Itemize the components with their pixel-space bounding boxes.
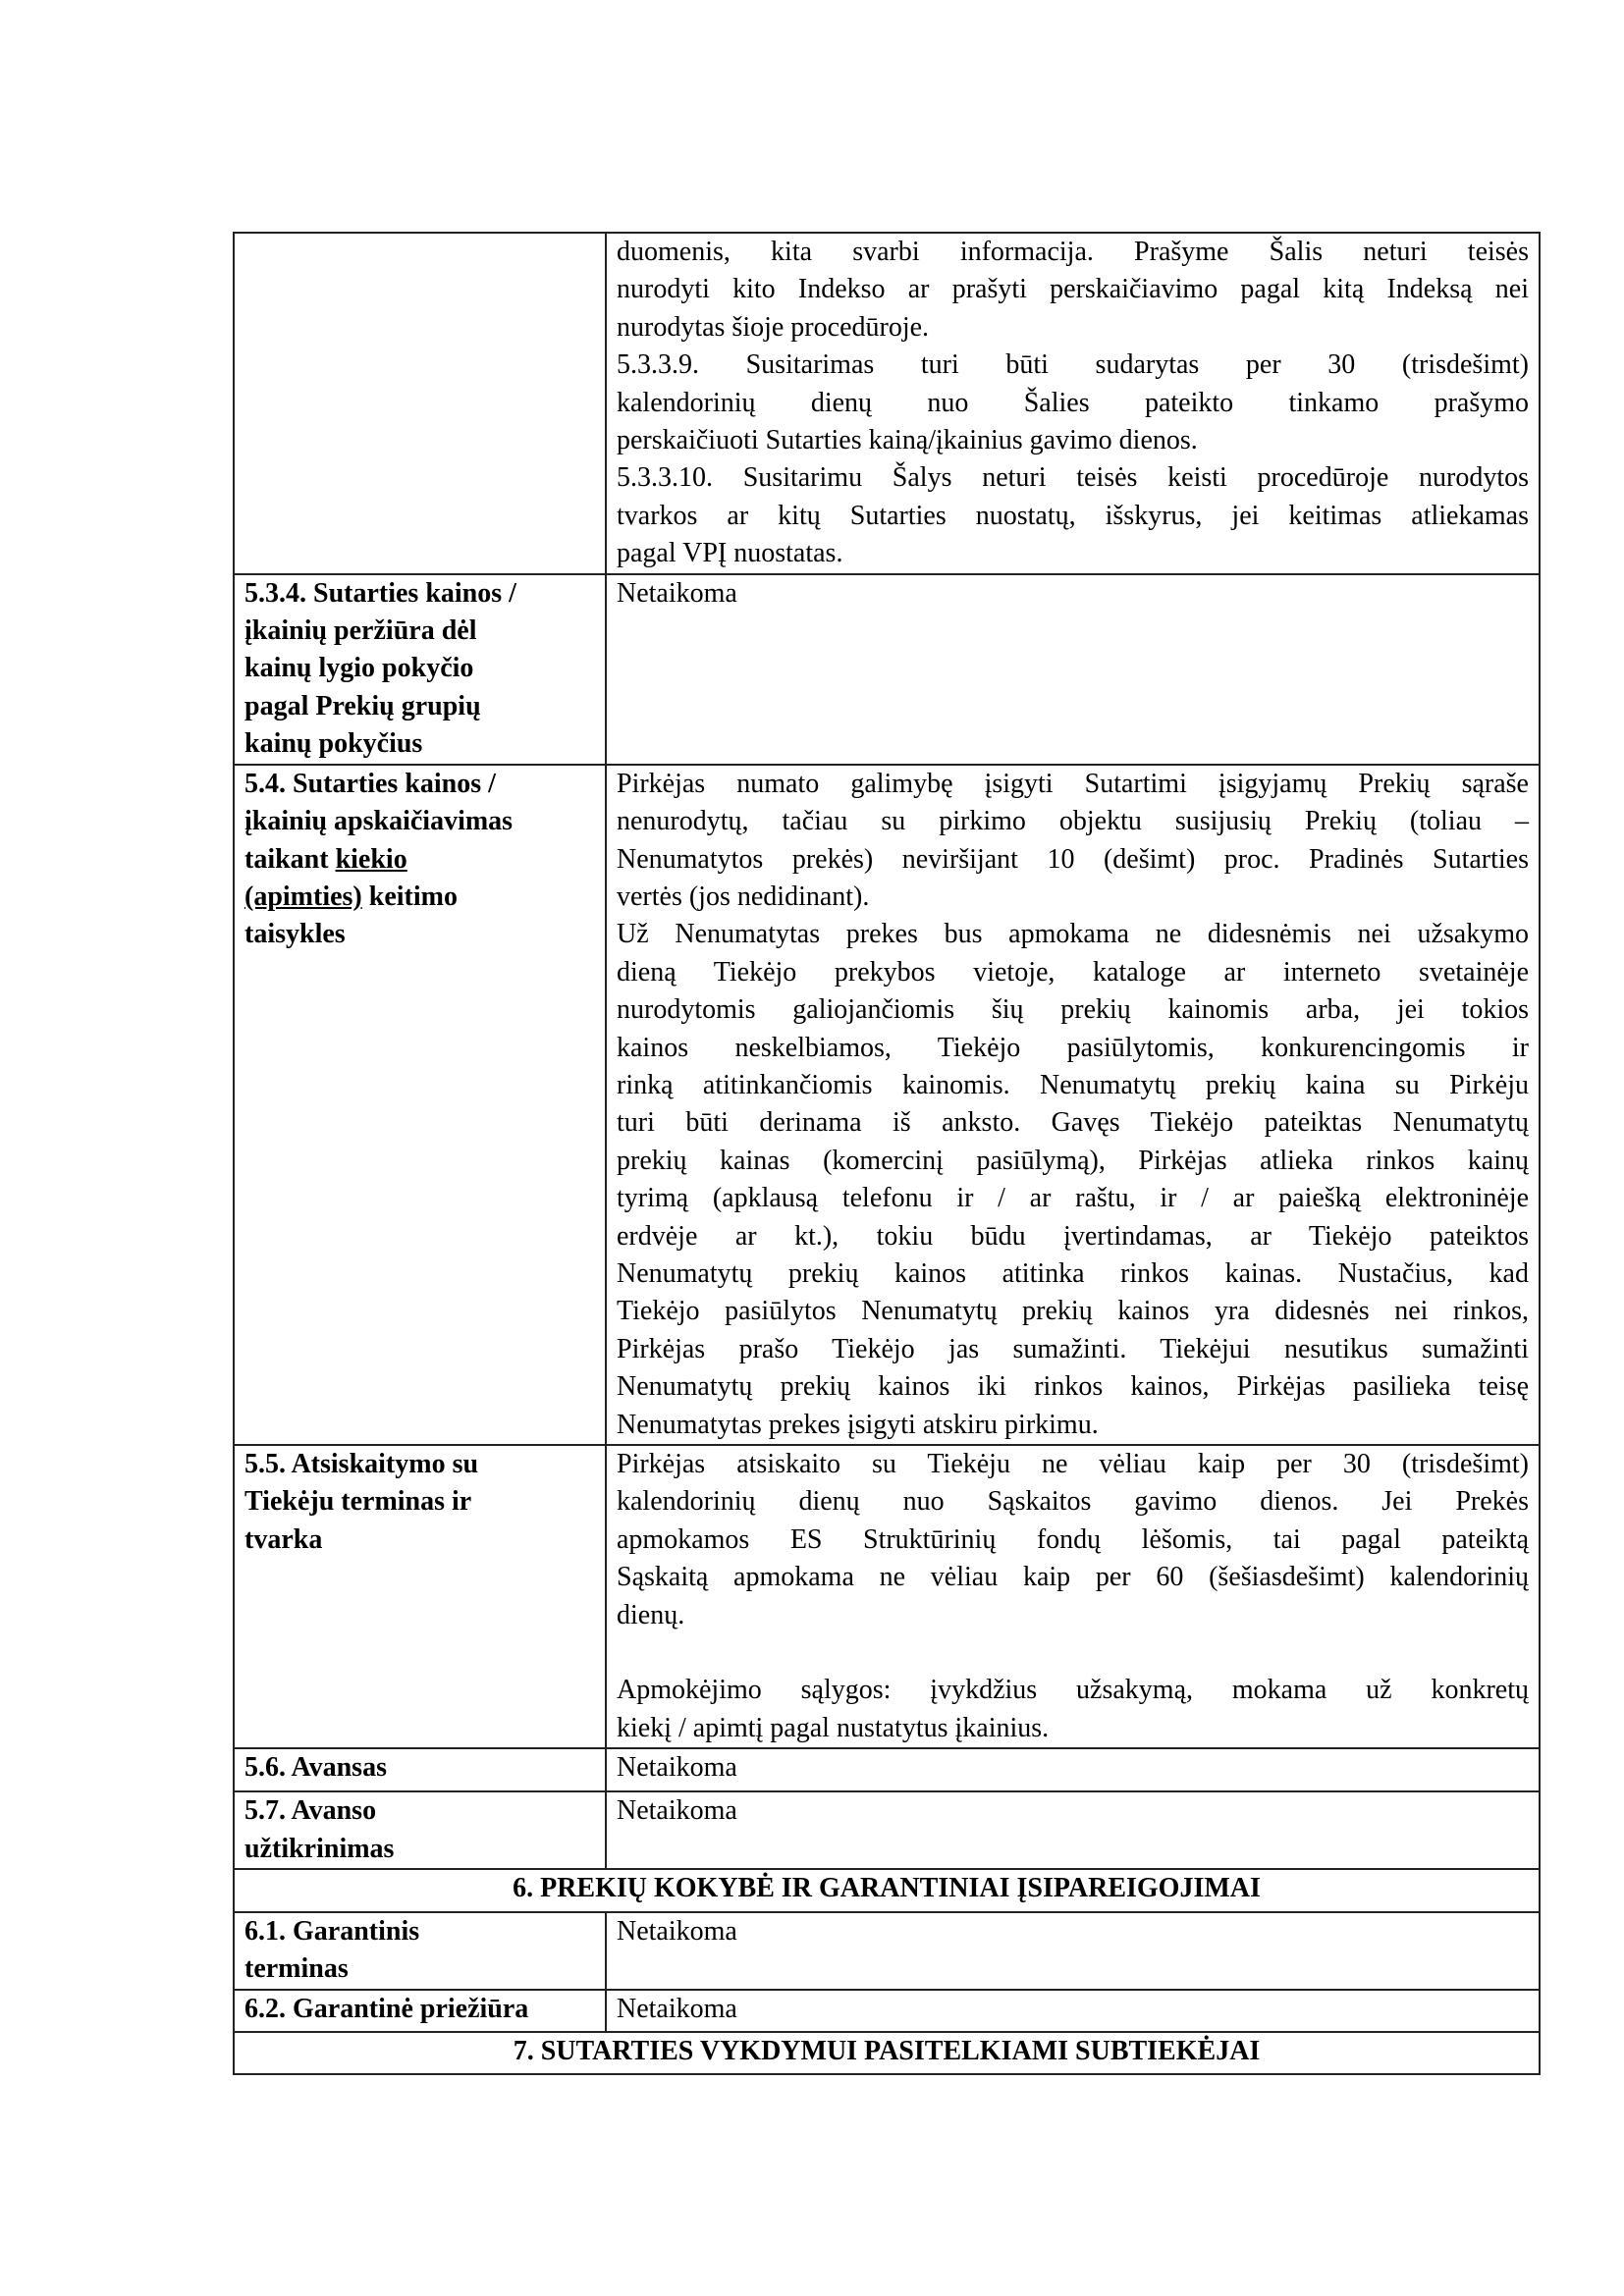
text-line: Netaikoma bbox=[617, 1795, 737, 1827]
label-line: 5.5. Atsiskaitymo su bbox=[244, 1449, 479, 1479]
label-line bbox=[244, 879, 595, 916]
text-line: Pirkėjas numato galimybę įsigyti Sutartimi įsigyjamų Prekių sąraše bbox=[617, 768, 1529, 799]
table-row bbox=[234, 1990, 1540, 2032]
row-label bbox=[234, 765, 606, 1445]
text-line: kalendorinių dienų nuo Šalies pateikto tinkamo prašymo bbox=[617, 387, 1529, 418]
row-label bbox=[234, 1445, 606, 1748]
label-text: taikant bbox=[244, 843, 336, 875]
section-header: 6. PREKIŲ KOKYBĖ IR GARANTINIAI ĮSIPAREIGOJIMAI bbox=[234, 1869, 1540, 1912]
text-line: nurodytomis galiojančiomis šių prekių kainomis arba, jei tokios bbox=[617, 994, 1529, 1026]
table-row bbox=[234, 574, 1540, 765]
label-line: kainų pokyčius bbox=[244, 728, 423, 760]
text-line: 5.3.3.10. Susitarimu Šalys neturi teisės keisti procedūroje nurodytos bbox=[617, 462, 1529, 494]
row-content bbox=[606, 574, 1540, 765]
table-row bbox=[234, 1912, 1540, 1990]
row-content bbox=[606, 1445, 1540, 1748]
label-line: Tiekėju terminas ir bbox=[244, 1486, 472, 1518]
text-line: Pirkėjas atsiskaito su Tiekėju ne vėliau kaip per 30 (trisdešimt) bbox=[617, 1449, 1529, 1479]
label-underlined-text: (apimties) bbox=[244, 881, 362, 912]
label-line: terminas bbox=[244, 1953, 349, 1985]
text-line: Netaikoma bbox=[617, 1916, 737, 1948]
row-label bbox=[234, 233, 606, 574]
section-header-row bbox=[234, 2032, 1540, 2074]
text-line: nenurodytų, tačiau su pirkimo objektu susijusių Prekių (toliau – bbox=[617, 806, 1529, 837]
row-content bbox=[606, 1990, 1540, 2032]
text-line: tyrimą (apklausą telefonu ir / ar raštu, ir / ar paiešką elektroninėje bbox=[617, 1183, 1529, 1214]
label-line: 5.6. Avansas bbox=[244, 1752, 387, 1784]
table-row bbox=[234, 765, 1540, 1445]
label-line: užtikrinimas bbox=[244, 1833, 395, 1864]
text-line: tvarkos ar kitų Sutarties nuostatų, išskyrus, jei keitimas atliekamas bbox=[617, 500, 1529, 531]
label-line: 5.3.4. Sutarties kainos / bbox=[244, 577, 516, 609]
label-line: 5.4. Sutarties kainos / bbox=[244, 768, 496, 799]
label-text: keitimo bbox=[361, 881, 458, 912]
text-line: Apmokėjimo sąlygos: įvykdžius užsakymą, mokama už konkretų bbox=[617, 1675, 1529, 1706]
text-line: vertės (jos nedidinant). bbox=[617, 881, 870, 912]
table-row bbox=[234, 1445, 1540, 1748]
label-line: 5.7. Avanso bbox=[244, 1795, 377, 1827]
label-line: įkainių peržiūra dėl bbox=[244, 615, 477, 647]
label-line: tvarka bbox=[244, 1523, 323, 1555]
text-line: kainos neskelbiamos, Tiekėjo pasiūlytomis, konkurencingomis ir bbox=[617, 1032, 1529, 1063]
text-line: kiekį / apimtį pagal nustatytus įkainius. bbox=[617, 1712, 1050, 1743]
text-line: dieną Tiekėjo prekybos vietoje, kataloge ar interneto svetainėje bbox=[617, 956, 1529, 988]
text-line: nurodyti kito Indekso ar prašyti perskaičiavimo pagal kitą Indeksą nei bbox=[617, 274, 1529, 305]
label-line: įkainių apskaičiavimas bbox=[244, 806, 514, 837]
label-line: kainų lygio pokyčio bbox=[244, 653, 474, 684]
row-label bbox=[234, 1791, 606, 1869]
text-line: Nenumatytų prekių kainos iki rinkos kainos, Pirkėjas pasilieka teisę bbox=[617, 1371, 1529, 1403]
row-label bbox=[234, 574, 606, 765]
row-content bbox=[606, 1748, 1540, 1791]
text-line: apmokamos ES Struktūrinių fondų lėšomis, tai pagal pateiktą bbox=[617, 1523, 1529, 1555]
row-content bbox=[606, 1912, 1540, 1990]
text-line: rinką atitinkančiomis kainomis. Nenumatytų prekių kaina su Pirkėju bbox=[617, 1069, 1529, 1100]
label-line: taisykles bbox=[244, 919, 346, 950]
text-line: duomenis, kita svarbi informacija. Prašyme Šalis neturi teisės bbox=[617, 237, 1529, 267]
text-line: Už Nenumatytas prekes bus apmokama ne didesnėmis nei užsakymo bbox=[617, 919, 1529, 950]
section-header: 7. SUTARTIES VYKDYMUI PASITELKIAMI SUBTIEKĖJAI bbox=[234, 2032, 1540, 2074]
table-row bbox=[234, 1748, 1540, 1791]
blank-line bbox=[617, 1634, 1529, 1672]
text-line: prekių kainas (komercinį pasiūlymą), Pirkėjas atlieka rinkos kainų bbox=[617, 1145, 1529, 1176]
section-header-row bbox=[234, 1869, 1540, 1912]
row-label bbox=[234, 1990, 606, 2032]
table-row bbox=[234, 1791, 1540, 1869]
text-line: pagal VPĮ nuostatas. bbox=[617, 538, 843, 569]
label-line bbox=[244, 841, 595, 879]
text-line: turi būti derinama iš anksto. Gavęs Tiekėjo pateiktas Nenumatytų bbox=[617, 1107, 1529, 1139]
label-line: pagal Prekių grupių bbox=[244, 690, 481, 721]
text-line: Netaikoma bbox=[617, 1993, 737, 2024]
text-line: Nenumatytas prekes įsigyti atskiru pirkimu. bbox=[617, 1409, 1099, 1440]
row-label bbox=[234, 1748, 606, 1791]
text-line: Netaikoma bbox=[617, 1752, 737, 1784]
label-line: 6.1. Garantinis bbox=[244, 1916, 420, 1948]
text-line: Netaikoma bbox=[617, 577, 737, 609]
row-content bbox=[606, 1791, 1540, 1869]
row-content bbox=[606, 765, 1540, 1445]
text-line: Tiekėjo pasiūlytos Nenumatytų prekių kainos yra didesnės nei rinkos, bbox=[617, 1296, 1529, 1327]
text-line: Pirkėjas prašo Tiekėjo jas sumažinti. Tiekėjui nesutikus sumažinti bbox=[617, 1333, 1529, 1364]
row-content bbox=[606, 233, 1540, 574]
table-row bbox=[234, 233, 1540, 574]
contract-terms-table bbox=[233, 232, 1541, 2075]
text-line: Nenumatytų prekių kainos atitinka rinkos kainas. Nustačius, kad bbox=[617, 1257, 1529, 1289]
text-line: Nenumatytos prekės) neviršijant 10 (dešimt) proc. Pradinės Sutarties bbox=[617, 843, 1529, 875]
text-line: 5.3.3.9. Susitarimas turi būti sudarytas per 30 (trisdešimt) bbox=[617, 349, 1529, 381]
text-line: erdvėje ar kt.), tokiu būdu įvertindamas, ar Tiekėjo pateiktos bbox=[617, 1220, 1529, 1252]
text-line: Sąskaitą apmokama ne vėliau kaip per 60 (šešiasdešimt) kalendorinių bbox=[617, 1562, 1529, 1593]
text-line: nurodytas šioje procedūroje. bbox=[617, 311, 930, 343]
text-line: kalendorinių dienų nuo Sąskaitos gavimo dienos. Jei Prekės bbox=[617, 1486, 1529, 1518]
row-label bbox=[234, 1912, 606, 1990]
label-line: 6.2. Garantinė priežiūra bbox=[244, 1993, 529, 2024]
text-line: dienų. bbox=[617, 1599, 685, 1630]
text-line: perskaičiuoti Sutarties kainą/įkainius gavimo dienos. bbox=[617, 425, 1198, 456]
label-underlined-text: kiekio bbox=[335, 843, 407, 875]
